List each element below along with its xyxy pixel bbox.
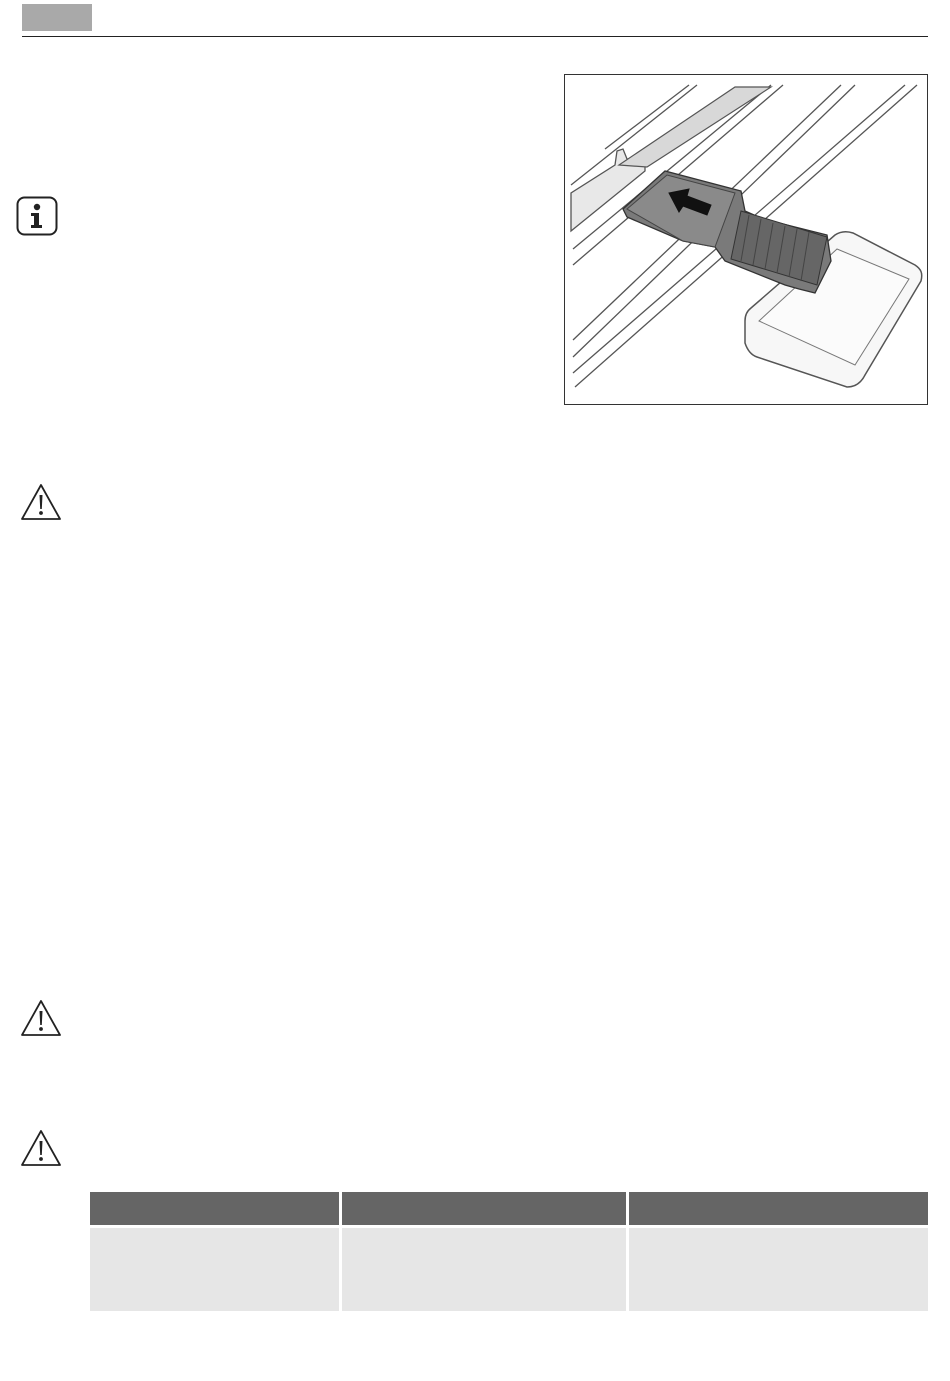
table-header-cell xyxy=(90,1192,339,1225)
header-rule xyxy=(22,36,928,37)
table-cell xyxy=(629,1228,928,1311)
table-header-cell xyxy=(342,1192,626,1225)
table-header-cell xyxy=(629,1192,928,1225)
defrost-scraper-illustration xyxy=(564,74,928,405)
warning-triangle-icon xyxy=(19,1128,63,1168)
warning-triangle-icon xyxy=(19,482,63,522)
warning-triangle-icon xyxy=(19,998,63,1038)
troubleshooting-table xyxy=(90,1192,928,1311)
table-cell xyxy=(342,1228,626,1311)
info-icon xyxy=(16,196,58,236)
table-cell xyxy=(90,1228,339,1311)
page-number-tab xyxy=(22,4,92,31)
table-header-row xyxy=(90,1192,928,1225)
table-row xyxy=(90,1228,928,1311)
